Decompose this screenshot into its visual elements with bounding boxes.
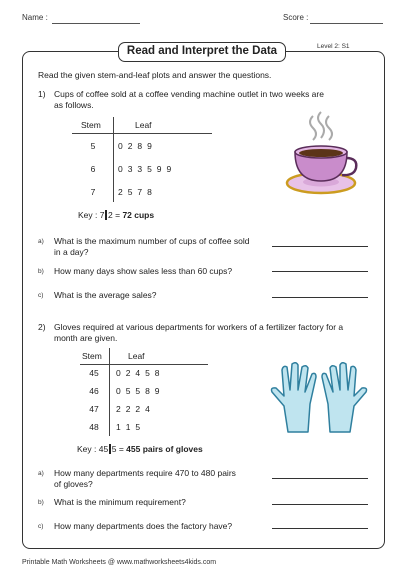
stem-cell: 7 [90, 187, 96, 197]
question-label: a) [38, 470, 44, 477]
key-divider [105, 210, 107, 220]
key-label: Key : [78, 210, 98, 220]
leaf-cell: 0 3 3 5 9 9 [118, 164, 172, 174]
leaf-cell: 0 2 8 9 [118, 141, 153, 151]
question-text: How many days show sales less than 60 cups? [54, 266, 233, 276]
gloves-icon [268, 362, 378, 434]
question-text: What is the minimum requirement? [54, 497, 186, 507]
stem-divider [113, 117, 114, 202]
answer-line[interactable] [272, 478, 368, 479]
key-stem: 45 [98, 444, 109, 454]
name-field[interactable] [52, 23, 140, 24]
key-leaf: 5 [111, 444, 117, 454]
instruction: Read the given stem-and-leaf plots and answer the questions. [38, 70, 272, 80]
question-text: of gloves? [54, 479, 93, 489]
problem-number: 1) [38, 89, 46, 99]
key-label: Key : [77, 444, 99, 454]
stem-header: Stem [82, 351, 102, 361]
answer-line[interactable] [272, 504, 368, 505]
stem-cell: 6 [90, 164, 96, 174]
question-text: How many departments require 470 to 480 pairs [54, 468, 236, 478]
key-stem: 7 [99, 210, 105, 220]
leaf-cell: 2 2 2 4 [116, 404, 151, 414]
question-text: What is the average sales? [54, 290, 157, 300]
question-label: a) [38, 238, 44, 245]
header-rule [72, 133, 212, 134]
problem-prompt: month are given. [54, 333, 118, 343]
stem-divider [109, 348, 110, 436]
header-rule [80, 364, 208, 365]
leaf-cell: 2 5 7 8 [118, 187, 153, 197]
leaf-cell: 0 5 5 8 9 [116, 386, 160, 396]
key-leaf: 2 [107, 210, 113, 220]
question-label: c) [38, 292, 44, 299]
answer-line[interactable] [272, 246, 368, 247]
problem-prompt: Cups of coffee sold at a coffee vending machine outlet in two weeks are [54, 89, 324, 99]
key-value: 455 pairs of gloves [126, 444, 203, 454]
coffee-cup-icon [283, 108, 363, 198]
stem-cell: 45 [89, 368, 99, 378]
question-text: in a day? [54, 247, 89, 257]
stem-cell: 48 [89, 422, 99, 432]
stem-cell: 5 [90, 141, 96, 151]
stem-cell: 47 [89, 404, 99, 414]
answer-line[interactable] [272, 271, 368, 272]
problem-prompt: as follows. [54, 100, 94, 110]
leaf-header: Leaf [135, 120, 152, 130]
key-equals: = [118, 444, 124, 454]
score-field[interactable] [310, 23, 383, 24]
problem-number: 2) [38, 322, 46, 332]
stem-header: Stem [81, 120, 101, 130]
question-label: b) [38, 268, 44, 275]
answer-line[interactable] [272, 297, 368, 298]
question-label: b) [38, 499, 44, 506]
name-label: Name : [22, 13, 48, 22]
question-label: c) [38, 523, 44, 530]
key-equals: = [115, 210, 121, 220]
answer-line[interactable] [272, 528, 368, 529]
leaf-header: Leaf [128, 351, 145, 361]
footer-credit: Printable Math Worksheets @ www.mathworksheets4kids.com [22, 559, 217, 566]
score-label: Score : [283, 13, 309, 22]
leaf-cell: 1 1 5 [116, 422, 141, 432]
leaf-cell: 0 2 4 5 8 [116, 368, 160, 378]
key-divider [109, 444, 111, 454]
stem-cell: 46 [89, 386, 99, 396]
key-value: 72 cups [122, 210, 155, 220]
level-label: Level 2: S1 [317, 43, 350, 50]
plot-key [77, 444, 203, 454]
worksheet-title: Read and Interpret the Data [118, 42, 286, 62]
question-text: How many departments does the factory have? [54, 521, 233, 531]
question-text: What is the maximum number of cups of coffee sold [54, 236, 250, 246]
problem-prompt: Gloves required at various departments for workers of a fertilizer factory for a [54, 322, 344, 332]
plot-key [78, 210, 154, 220]
